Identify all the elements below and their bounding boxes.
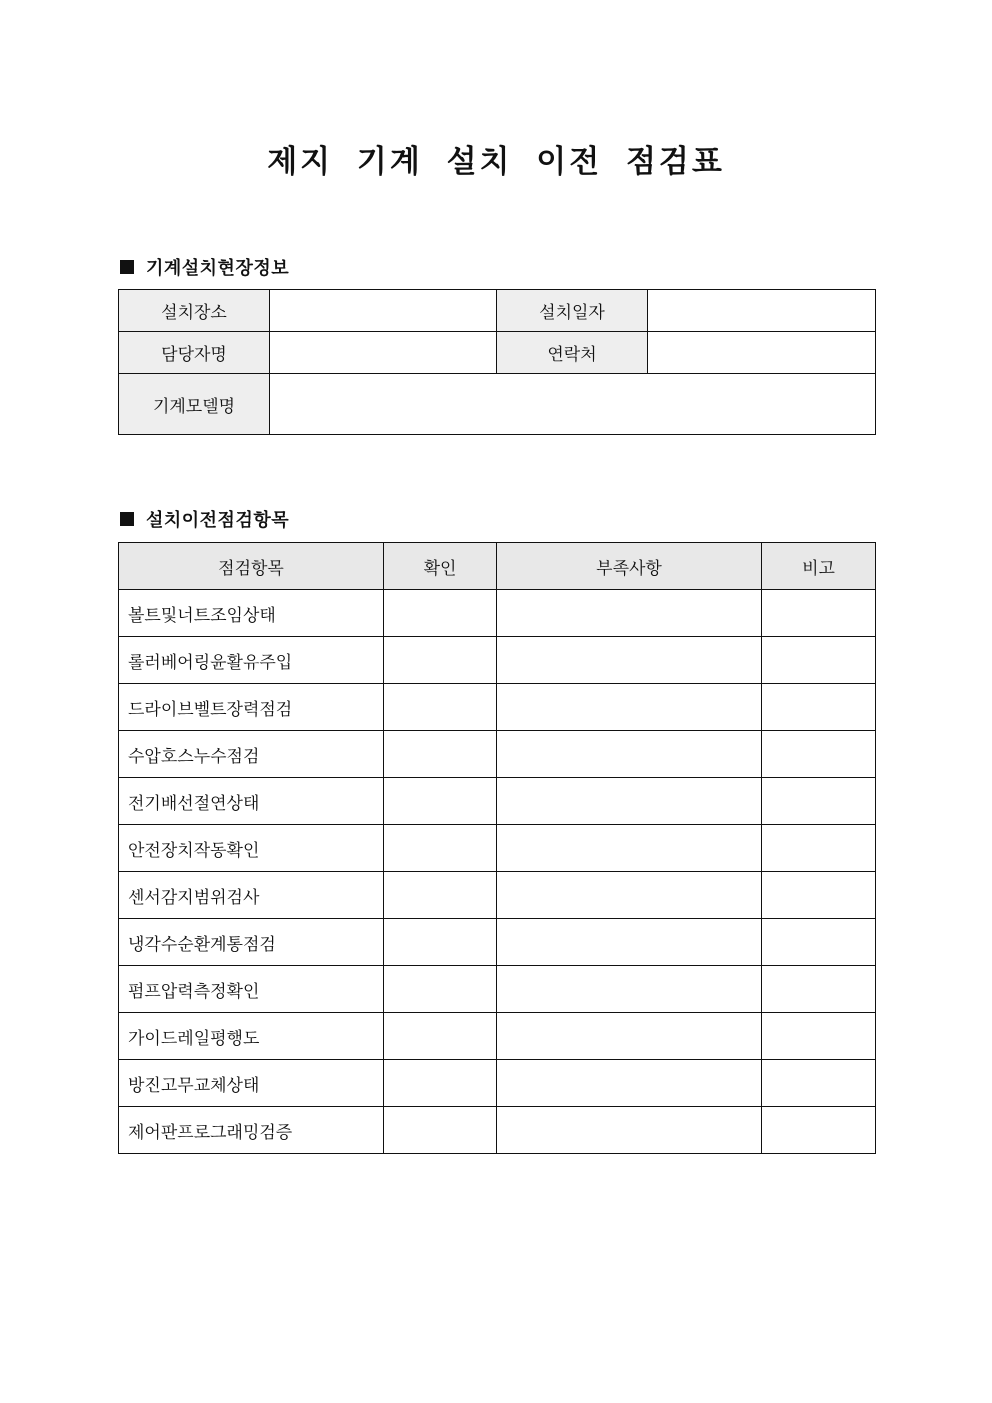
- check-item: 안전장치작동확인: [119, 825, 384, 872]
- check-cell[interactable]: [384, 1107, 497, 1154]
- install-location-field[interactable]: [270, 290, 497, 332]
- table-row: [119, 1013, 876, 1060]
- deficiency-cell[interactable]: [497, 731, 762, 778]
- note-cell[interactable]: [762, 778, 876, 825]
- check-cell[interactable]: [384, 731, 497, 778]
- table-row: [119, 1107, 876, 1154]
- table-header-row: [119, 543, 876, 590]
- column-header-check: 확인: [384, 543, 497, 590]
- table-row: [119, 590, 876, 637]
- install-date-field[interactable]: [648, 290, 876, 332]
- model-field[interactable]: [270, 374, 876, 435]
- page-title: 제지 기계 설치 이전 점검표: [267, 144, 725, 180]
- site-info-table: [118, 289, 876, 435]
- check-cell[interactable]: [384, 637, 497, 684]
- checklist-table: [118, 542, 876, 1154]
- check-cell[interactable]: [384, 966, 497, 1013]
- check-item: 방진고무교체상태: [119, 1060, 384, 1107]
- check-cell[interactable]: [384, 778, 497, 825]
- check-item: 제어판프로그래밍검증: [119, 1107, 384, 1154]
- install-date-label: 설치일자: [497, 290, 648, 332]
- check-item: 냉각수순환계통점검: [119, 919, 384, 966]
- section-heading-label: 기계설치현장정보: [146, 258, 290, 279]
- deficiency-cell[interactable]: [497, 684, 762, 731]
- deficiency-cell[interactable]: [497, 872, 762, 919]
- table-row: [119, 778, 876, 825]
- table-row: [119, 825, 876, 872]
- table-row: [119, 684, 876, 731]
- deficiency-cell[interactable]: [497, 1013, 762, 1060]
- deficiency-cell[interactable]: [497, 778, 762, 825]
- deficiency-cell[interactable]: [497, 825, 762, 872]
- table-row: [119, 966, 876, 1013]
- check-item: 롤러베어링윤활유주입: [119, 637, 384, 684]
- deficiency-cell[interactable]: [497, 637, 762, 684]
- check-cell[interactable]: [384, 1060, 497, 1107]
- manager-field[interactable]: [270, 332, 497, 374]
- check-item: 펌프압력측정확인: [119, 966, 384, 1013]
- note-cell[interactable]: [762, 872, 876, 919]
- check-item: 수압호스누수점검: [119, 731, 384, 778]
- square-bullet-icon: [120, 260, 134, 274]
- check-cell[interactable]: [384, 684, 497, 731]
- check-cell[interactable]: [384, 590, 497, 637]
- check-item: 전기배선절연상태: [119, 778, 384, 825]
- note-cell[interactable]: [762, 1013, 876, 1060]
- table-row: [119, 919, 876, 966]
- contact-label: 연락처: [497, 332, 648, 374]
- section-heading-site-info: [120, 254, 289, 280]
- check-item: 볼트및너트조임상태: [119, 590, 384, 637]
- table-row: [119, 332, 876, 374]
- table-row: [119, 731, 876, 778]
- square-bullet-icon: [120, 512, 134, 526]
- deficiency-cell[interactable]: [497, 1060, 762, 1107]
- section-heading-checklist: [120, 506, 289, 532]
- table-row: [119, 290, 876, 332]
- table-row: [119, 1060, 876, 1107]
- table-row: [119, 374, 876, 435]
- install-location-label: 설치장소: [119, 290, 270, 332]
- check-item: 센서감지범위검사: [119, 872, 384, 919]
- check-item: 가이드레일평행도: [119, 1013, 384, 1060]
- table-row: [119, 637, 876, 684]
- section-heading-label: 설치이전점검항목: [146, 510, 290, 531]
- model-label: 기계모델명: [119, 374, 270, 435]
- check-cell[interactable]: [384, 1013, 497, 1060]
- column-header-item: 점검항목: [119, 543, 384, 590]
- note-cell[interactable]: [762, 825, 876, 872]
- contact-field[interactable]: [648, 332, 876, 374]
- column-header-deficiency: 부족사항: [497, 543, 762, 590]
- note-cell[interactable]: [762, 1107, 876, 1154]
- deficiency-cell[interactable]: [497, 919, 762, 966]
- note-cell[interactable]: [762, 590, 876, 637]
- deficiency-cell[interactable]: [497, 590, 762, 637]
- note-cell[interactable]: [762, 1060, 876, 1107]
- note-cell[interactable]: [762, 919, 876, 966]
- note-cell[interactable]: [762, 684, 876, 731]
- check-cell[interactable]: [384, 919, 497, 966]
- note-cell[interactable]: [762, 731, 876, 778]
- table-row: [119, 872, 876, 919]
- check-cell[interactable]: [384, 825, 497, 872]
- deficiency-cell[interactable]: [497, 1107, 762, 1154]
- column-header-note: 비고: [762, 543, 876, 590]
- deficiency-cell[interactable]: [497, 966, 762, 1013]
- manager-label: 담당자명: [119, 332, 270, 374]
- note-cell[interactable]: [762, 966, 876, 1013]
- check-cell[interactable]: [384, 872, 497, 919]
- note-cell[interactable]: [762, 637, 876, 684]
- check-item: 드라이브벨트장력점검: [119, 684, 384, 731]
